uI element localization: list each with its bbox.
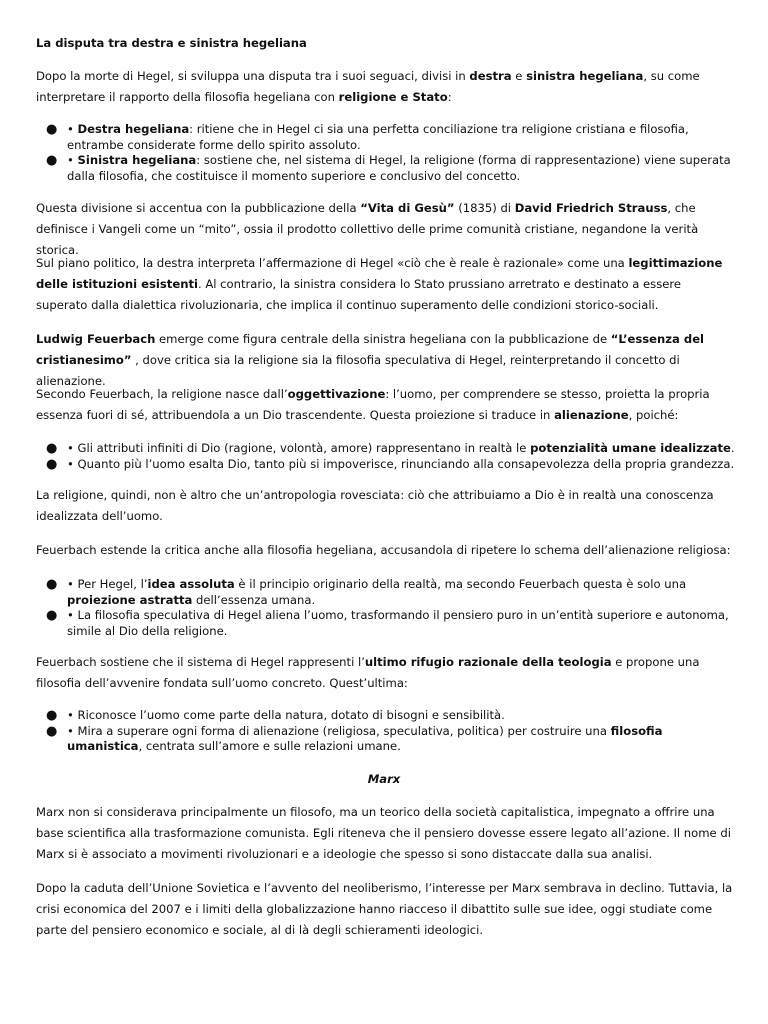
paragraph-oggettivazione: Secondo Feuerbach, la religione nasce dall’oggettivazione: l’uomo, per comprendere se stesso, proietta la propria essenza fuori di sé, attribuendola a un Dio trascendente. Questa proiezione si traduce in alienazione, poiché: bbox=[36, 387, 710, 422]
paragraph-strauss: Questa divisione si accentua con la pubblicazione della “Vita di Gesù” (1835) di David Friedrich Strauss, che definisce i Vangeli come un “mito”, ossia il prodotto collettivo delle prime comunità cristiane, negandone la verità storica. bbox=[36, 201, 699, 257]
paragraph-antropologia: La religione, quindi, non è altro che un’antropologia rovesciata: ciò che attribuiamo a Dio è in realtà una conoscenza idealizzata dell’uomo. bbox=[36, 488, 714, 523]
list-hegelian-factions bbox=[36, 122, 736, 184]
list-alienation bbox=[36, 441, 736, 472]
bullet-icon: ● bbox=[46, 456, 58, 472]
list-item: ● • Gli attributi infiniti di Dio (ragione, volontà, amore) rappresentano in realtà le potenzialità umane idealizzate. bbox=[46, 441, 735, 456]
list-item: ● • Per Hegel, l’idea assoluta è il principio originario della realtà, ma secondo Feuerbach questa è solo una proiezione astratta dell’essenza umana. bbox=[46, 577, 687, 607]
list-critica-hegel bbox=[36, 577, 736, 639]
bullet-icon: ● bbox=[46, 577, 58, 592]
bullet-icon: ● bbox=[46, 723, 58, 739]
section-title-marx: Marx bbox=[367, 772, 401, 786]
bullet-icon: ● bbox=[46, 153, 58, 168]
bullet-icon: ● bbox=[46, 608, 58, 623]
paragraph-marx-crisi: Dopo la caduta dell’Unione Sovietica e l’avvento del neoliberismo, l’interesse per Marx sembrava in declino. Tuttavia, la crisi economica del 2007 e i limiti della globalizzazione hanno riacceso il dibattito sulle sue idee, oggi studiate come parte del pensiero economico e sociale, al di là degli schieramenti ideologici. bbox=[36, 881, 733, 937]
paragraph-ultimo-rifugio: Feuerbach sostiene che il sistema di Hegel rappresenti l’ultimo rifugio razionale della teologia e propone una filosofia dell’avvenire fondata sull’uomo concreto. Quest’ultima: bbox=[36, 655, 700, 690]
paragraph-intro: Dopo la morte di Hegel, si sviluppa una disputa tra i suoi seguaci, divisi in destra e sinistra hegeliana, su come interpretare il rapporto della filosofia hegeliana con religione e Stato: bbox=[36, 69, 700, 104]
list-item: ● • Sinistra hegeliana: sostiene che, nel sistema di Hegel, la religione (forma di rappresentazione) viene superata dalla filosofia, che costituisce il momento superiore e conclusivo del concetto. bbox=[46, 153, 731, 183]
paragraph-political: Sul piano politico, la destra interpreta l’affermazione di Hegel «ciò che è reale è razionale» come una legittimazione delle istituzioni esistenti. Al contrario, la sinistra considera lo Stato prussiano arretrato e destinato a essere superato dalla dialettica rivoluzionaria, che implica il continuo superamento delle condizioni storico-sociali. bbox=[36, 256, 723, 312]
bullet-icon: ● bbox=[46, 708, 58, 723]
list-item: ● • Mira a superare ogni forma di alienazione (religiosa, speculativa, politica) per costruire una filosofia umanistica, centrata sull’amore e sulle relazioni umane. bbox=[46, 723, 663, 753]
list-item: ● • Quanto più l’uomo esalta Dio, tanto più si impoverisce, rinunciando alla consapevolezza della propria grandezza. bbox=[46, 456, 735, 472]
paragraph-critica-hegel: Feuerbach estende la critica anche alla filosofia hegeliana, accusandola di ripetere lo schema dell’alienazione religiosa: bbox=[36, 543, 731, 557]
list-item: ● • Destra hegeliana: ritiene che in Hegel ci sia una perfetta conciliazione tra religione cristiana e filosofia, entrambe considerate forme dello spirito assoluto. bbox=[46, 122, 689, 152]
document-title: La disputa tra destra e sinistra hegeliana bbox=[36, 36, 307, 50]
bullet-icon: ● bbox=[46, 122, 58, 137]
paragraph-marx-intro: Marx non si considerava principalmente un filosofo, ma un teorico della società capitalistica, impegnato a offrire una base scientifica alla trasformazione comunista. Egli riteneva che il pensiero dovesse essere legato all’azione. Il nome di Marx si è associato a movimenti rivoluzionari e a ideologie che spesso si sono distaccate dalla sua analisi. bbox=[36, 805, 731, 861]
bullet-icon: ● bbox=[46, 441, 58, 456]
list-filosofia-avvenire bbox=[36, 708, 736, 755]
list-item: ● • La filosofia speculativa di Hegel aliena l’uomo, trasformando il pensiero puro in un’entità superiore e autonoma, simile al Dio della religione. bbox=[46, 608, 729, 638]
paragraph-feuerbach: Ludwig Feuerbach emerge come figura centrale della sinistra hegeliana con la pubblicazione de “L’essenza del cristianesimo” , dove critica sia la religione sia la filosofia speculativa di Hegel, reinterpretando il concetto di alienazione. bbox=[36, 332, 705, 388]
list-item: ● • Riconosce l’uomo come parte della natura, dotato di bisogni e sensibilità. bbox=[46, 708, 505, 723]
